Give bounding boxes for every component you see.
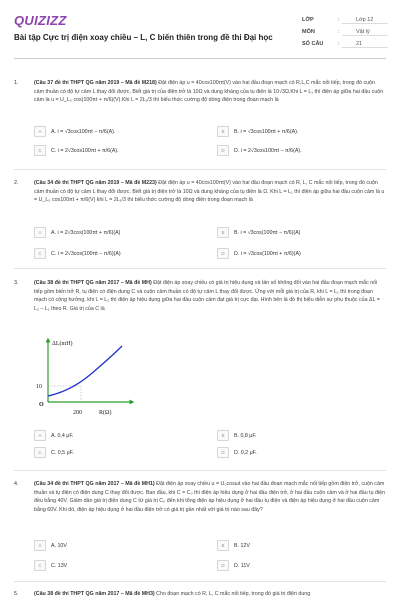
question-text xyxy=(34,79,386,105)
meta-row-subject: MÔN : Vật lý xyxy=(302,26,388,38)
meta-row-class: LỚP : Lớp 12 xyxy=(302,14,388,26)
option-a[interactable]: A A. i = 2√3cos(100πt + π/6)(A) xyxy=(34,227,202,238)
question-source: (Câu 38 đề thi THPT QG năm 2017 – Mã đề MH3) xyxy=(34,591,155,597)
question-number: 3. xyxy=(14,280,19,286)
question-text xyxy=(34,590,386,599)
question-divider xyxy=(14,169,386,170)
question-divider xyxy=(14,268,386,269)
question-text xyxy=(34,179,386,205)
origin-label: O xyxy=(39,402,44,408)
option-d[interactable]: D D. 0,2 μF. xyxy=(217,447,385,458)
meta-label: MÔN xyxy=(302,29,315,35)
delta-l-curve xyxy=(48,346,122,396)
option-a[interactable]: A A. 10V xyxy=(34,540,202,551)
meta-row-count: SỐ CÂU : 21 xyxy=(302,38,388,50)
x-tick-label: 200 xyxy=(73,410,82,416)
question-number: 1. xyxy=(14,80,19,86)
option-d[interactable]: D D. i = 2√3cos100πt − π/6(A). xyxy=(217,145,385,156)
question-source: (Câu 37 đề thi THPT QG năm 2019 – Mã đề M218) xyxy=(34,80,157,86)
question-number: 5. xyxy=(14,591,19,597)
option-d[interactable]: D D. 11V xyxy=(217,560,385,571)
question-divider xyxy=(14,470,386,471)
option-b[interactable]: B B. i = √3cos(100πt − π/6)(A) xyxy=(217,227,385,238)
option-a[interactable]: A A. i = √3cos100πt − π/6(A). xyxy=(34,126,202,137)
option-a[interactable]: A A. 0,4 μF. xyxy=(34,430,202,441)
option-c[interactable]: C C. 0,5 μF. xyxy=(34,447,202,458)
page-title: Bài tập Cực trị điện xoay chiều – L, C biến thiên trong đề thi Đại học xyxy=(14,33,273,42)
y-tick-label: 10 xyxy=(36,384,42,390)
meta-label: LỚP xyxy=(302,17,314,23)
meta-panel xyxy=(302,14,388,50)
option-b[interactable]: B B. i = √3cos100πt + π/6(A). xyxy=(217,126,385,137)
meta-value: Vật lý xyxy=(342,29,388,36)
meta-label: SỐ CÂU xyxy=(302,41,324,47)
option-c[interactable]: C C. i = 2√3cos100πt + π/6(A). xyxy=(34,145,202,156)
question-divider xyxy=(14,581,386,582)
header-divider xyxy=(14,58,386,59)
option-d[interactable]: D D. i = √3cos(100πt + π/6)(A) xyxy=(217,248,385,259)
meta-value: 21 xyxy=(342,41,388,48)
option-c[interactable]: C C. 13V xyxy=(34,560,202,571)
question-number: 2. xyxy=(14,180,19,186)
question-body: Đặt điện áp xoay chiều có giá trị hiệu dụng và tần số không đổi vào hai đầu đoạn mạch mắc nối tiếp gồm biến trở R, tụ điện có điện dung C và cuộn cảm thuần có độ tự cảm L thay đổi được. Ứng với mỗi giá trị của R, khi L = L₁ thì trong đoạn mạch có cộng hưởng, khi L = L₂ thì điện áp hiệu dụng giữa hai đầu cuộn cảm đạt giá trị cực đại. Hình bên là đồ thị biểu diễn sự phụ thuộc của ΔL = L₂ – L₁ theo R. Giá trị của C là xyxy=(34,280,380,312)
question-body: Đặt điện áp u = 40cos100πt(V) vào hai đầu đoạn mạch có R, L, C mắc nối tiếp, trong đó cuộn cảm thuần có độ tự cảm L thay đổi được. Biết giá trị điện trở là 10Ω và dung kháng của tụ điện là Ω. Khi L = L₁ thì điện áp giữa hai đầu cuộn cảm là u = U_L₀ cos100πt + π/6(V) khi L = 2L₁/3 thì biểu thức cường độ dòng điện trong đoạn mạch là xyxy=(34,180,385,204)
y-axis-label: ΔL(mH) xyxy=(52,341,73,347)
question-source: (Câu 34 đề thi THPT QG năm 2019 – Mã đề M223) xyxy=(34,180,157,186)
option-b[interactable]: B B. 0,8 μF. xyxy=(217,430,385,441)
question-body: Cho đoạn mạch có R, L, C mắc nối tiếp, trong đó giá trị điện dung xyxy=(156,591,311,597)
question-body: Đặt điện áp u = 40cos100πt(V) vào hai đầu đoạn mạch có R,L,C mắc nối tiếp, trong đó cuộn cảm thuần có độ tự cảm L thay đổi được. Biết giá trị của điện trở là 10Ω và dung kháng của tụ điện là 10√3Ω.Khi L = L₁ thì điện áp giữa hai đầu cuộn cảm là u = U_L₀ cos(100πt + π/6)(V).Khi L = 2L₁/3 thì biểu thức cường độ dòng điện trong đoạn mạch là xyxy=(34,80,384,104)
delta-l-vs-r-graph xyxy=(36,336,136,418)
page-header xyxy=(0,0,400,62)
question-source: (Câu 34 đề thi THPT QG năm 2017 – Mã đề MH1) xyxy=(34,481,155,487)
question-text xyxy=(34,480,386,514)
option-b[interactable]: B B. 12V xyxy=(217,540,385,551)
x-axis-label: R(Ω) xyxy=(99,410,112,416)
option-c[interactable]: C C. i = 2√3cos(100πt − π/6)(A) xyxy=(34,248,202,259)
question-body: Đặt điện áp xoay chiều u = U₀cosωt vào hai đầu đoạn mạch mắc nối tiếp gồm điện trở, cuộn cảm thuần và tụ điện có điện dung C thay đổi được. Ban đầu, khi C = C₀ thì điện áp hiệu dụng ở hai đầu điện trở, ở hai đầu cuộn cảm và ở hai đầu tụ điện đều bằng 40V. Giảm dần giá trị điện dung C từ giá trị C₀ đến khi tổng điện áp hiệu dụng ở hai đầu tụ điện và điện áp hiệu dụng ở hai đầu cuộn cảm bằng 60V. Khi đó, điện áp hiệu dụng ở hai đầu điện trở có giá trị gần nhất với giá trị nào sau đây? xyxy=(34,481,386,513)
question-text xyxy=(34,279,386,313)
question-number: 4. xyxy=(14,481,19,487)
meta-value: Lớp 12 xyxy=(342,17,388,24)
quizizz-logo: QUIZIZZ xyxy=(14,13,67,28)
question-source: (Câu 38 đề thi THPT QG năm 2017 – Mã đề MH) xyxy=(34,280,152,286)
